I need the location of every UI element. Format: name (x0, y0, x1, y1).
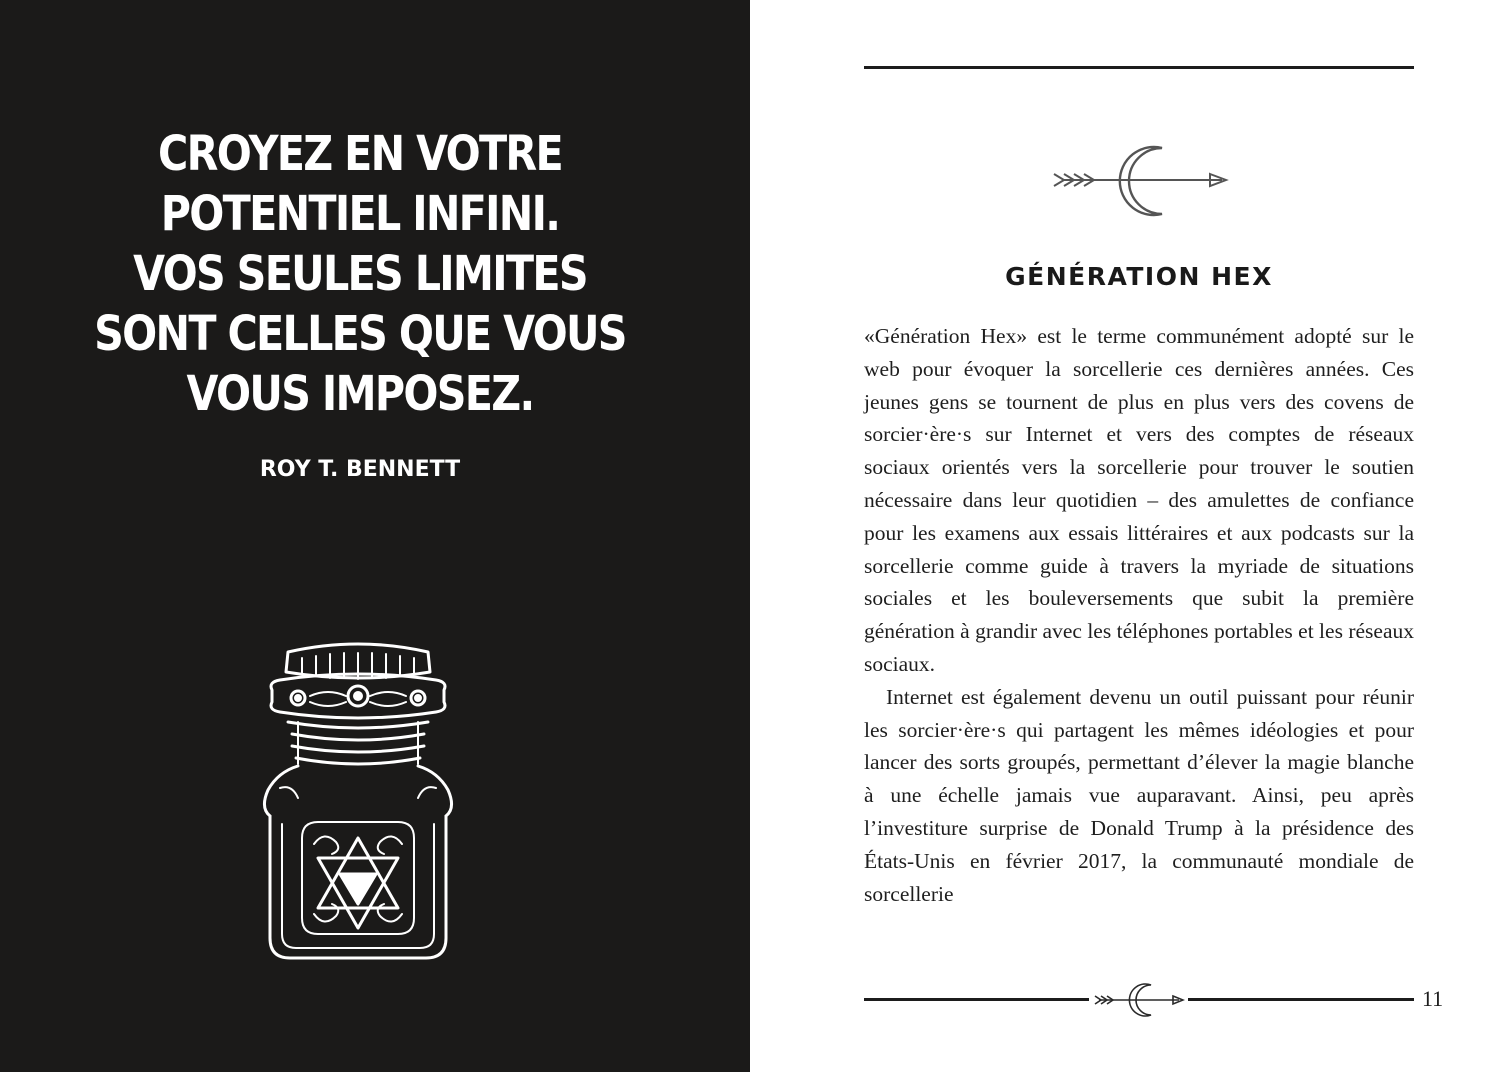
crescent-moon-arrow-icon (1093, 982, 1185, 1018)
quote-author: ROY T. BENNETT (259, 457, 461, 482)
paragraph: «Génération Hex» est le terme communément adopté sur le web pour évoquer la sorcellerie ces dernières années. Ces jeunes gens se tournent de plus en plus vers des covens de sorcier·ère·s sur Internet et vers des comptes de réseaux sociaux orientés vers la sorcellerie pour trouver le soutien nécessaire dans leur quotidien – des amulettes de confiance pour les examens aux essais littéraires et aux podcasts sur la sorcellerie comme guide à travers la myriade de situations sociales et les bouleversements que subit la première génération à grandir avec les téléphones portables et les réseaux sociaux. (864, 324, 1414, 676)
paragraph: Internet est également devenu un outil puissant pour réunir les sorcier·ère·s qui partagent les mêmes idéologies et pour lancer des sorts groupés, permettant d’élever la magie blanche à une échelle jamais vue auparavant. Ainsi, peu après l’investiture surprise de Donald Trump à la présidence des États-Unis en février 2017, la communauté mondiale de sorcellerie (864, 684, 1414, 906)
page-number: 11 (1422, 986, 1444, 1011)
footer-rule-right (1188, 998, 1414, 1001)
quote-line: VOS SEULES LIMITES (133, 246, 587, 302)
quote (50, 124, 669, 424)
quote-line: SONT CELLES QUE VOUS (94, 306, 626, 362)
crescent-moon-arrow-icon (1050, 142, 1230, 222)
right-page (750, 0, 1500, 1072)
body-text (864, 320, 1414, 910)
quote-line: POTENTIEL INFINI. (160, 186, 560, 242)
quote-line: VOUS IMPOSEZ. (186, 366, 534, 422)
quote-line: CROYEZ EN VOTRE (158, 126, 562, 182)
footer-rule-left (864, 998, 1089, 1001)
section-heading: GÉNÉRATION HEX (1005, 262, 1273, 291)
top-rule (864, 66, 1414, 69)
potion-jar-icon (258, 638, 458, 968)
